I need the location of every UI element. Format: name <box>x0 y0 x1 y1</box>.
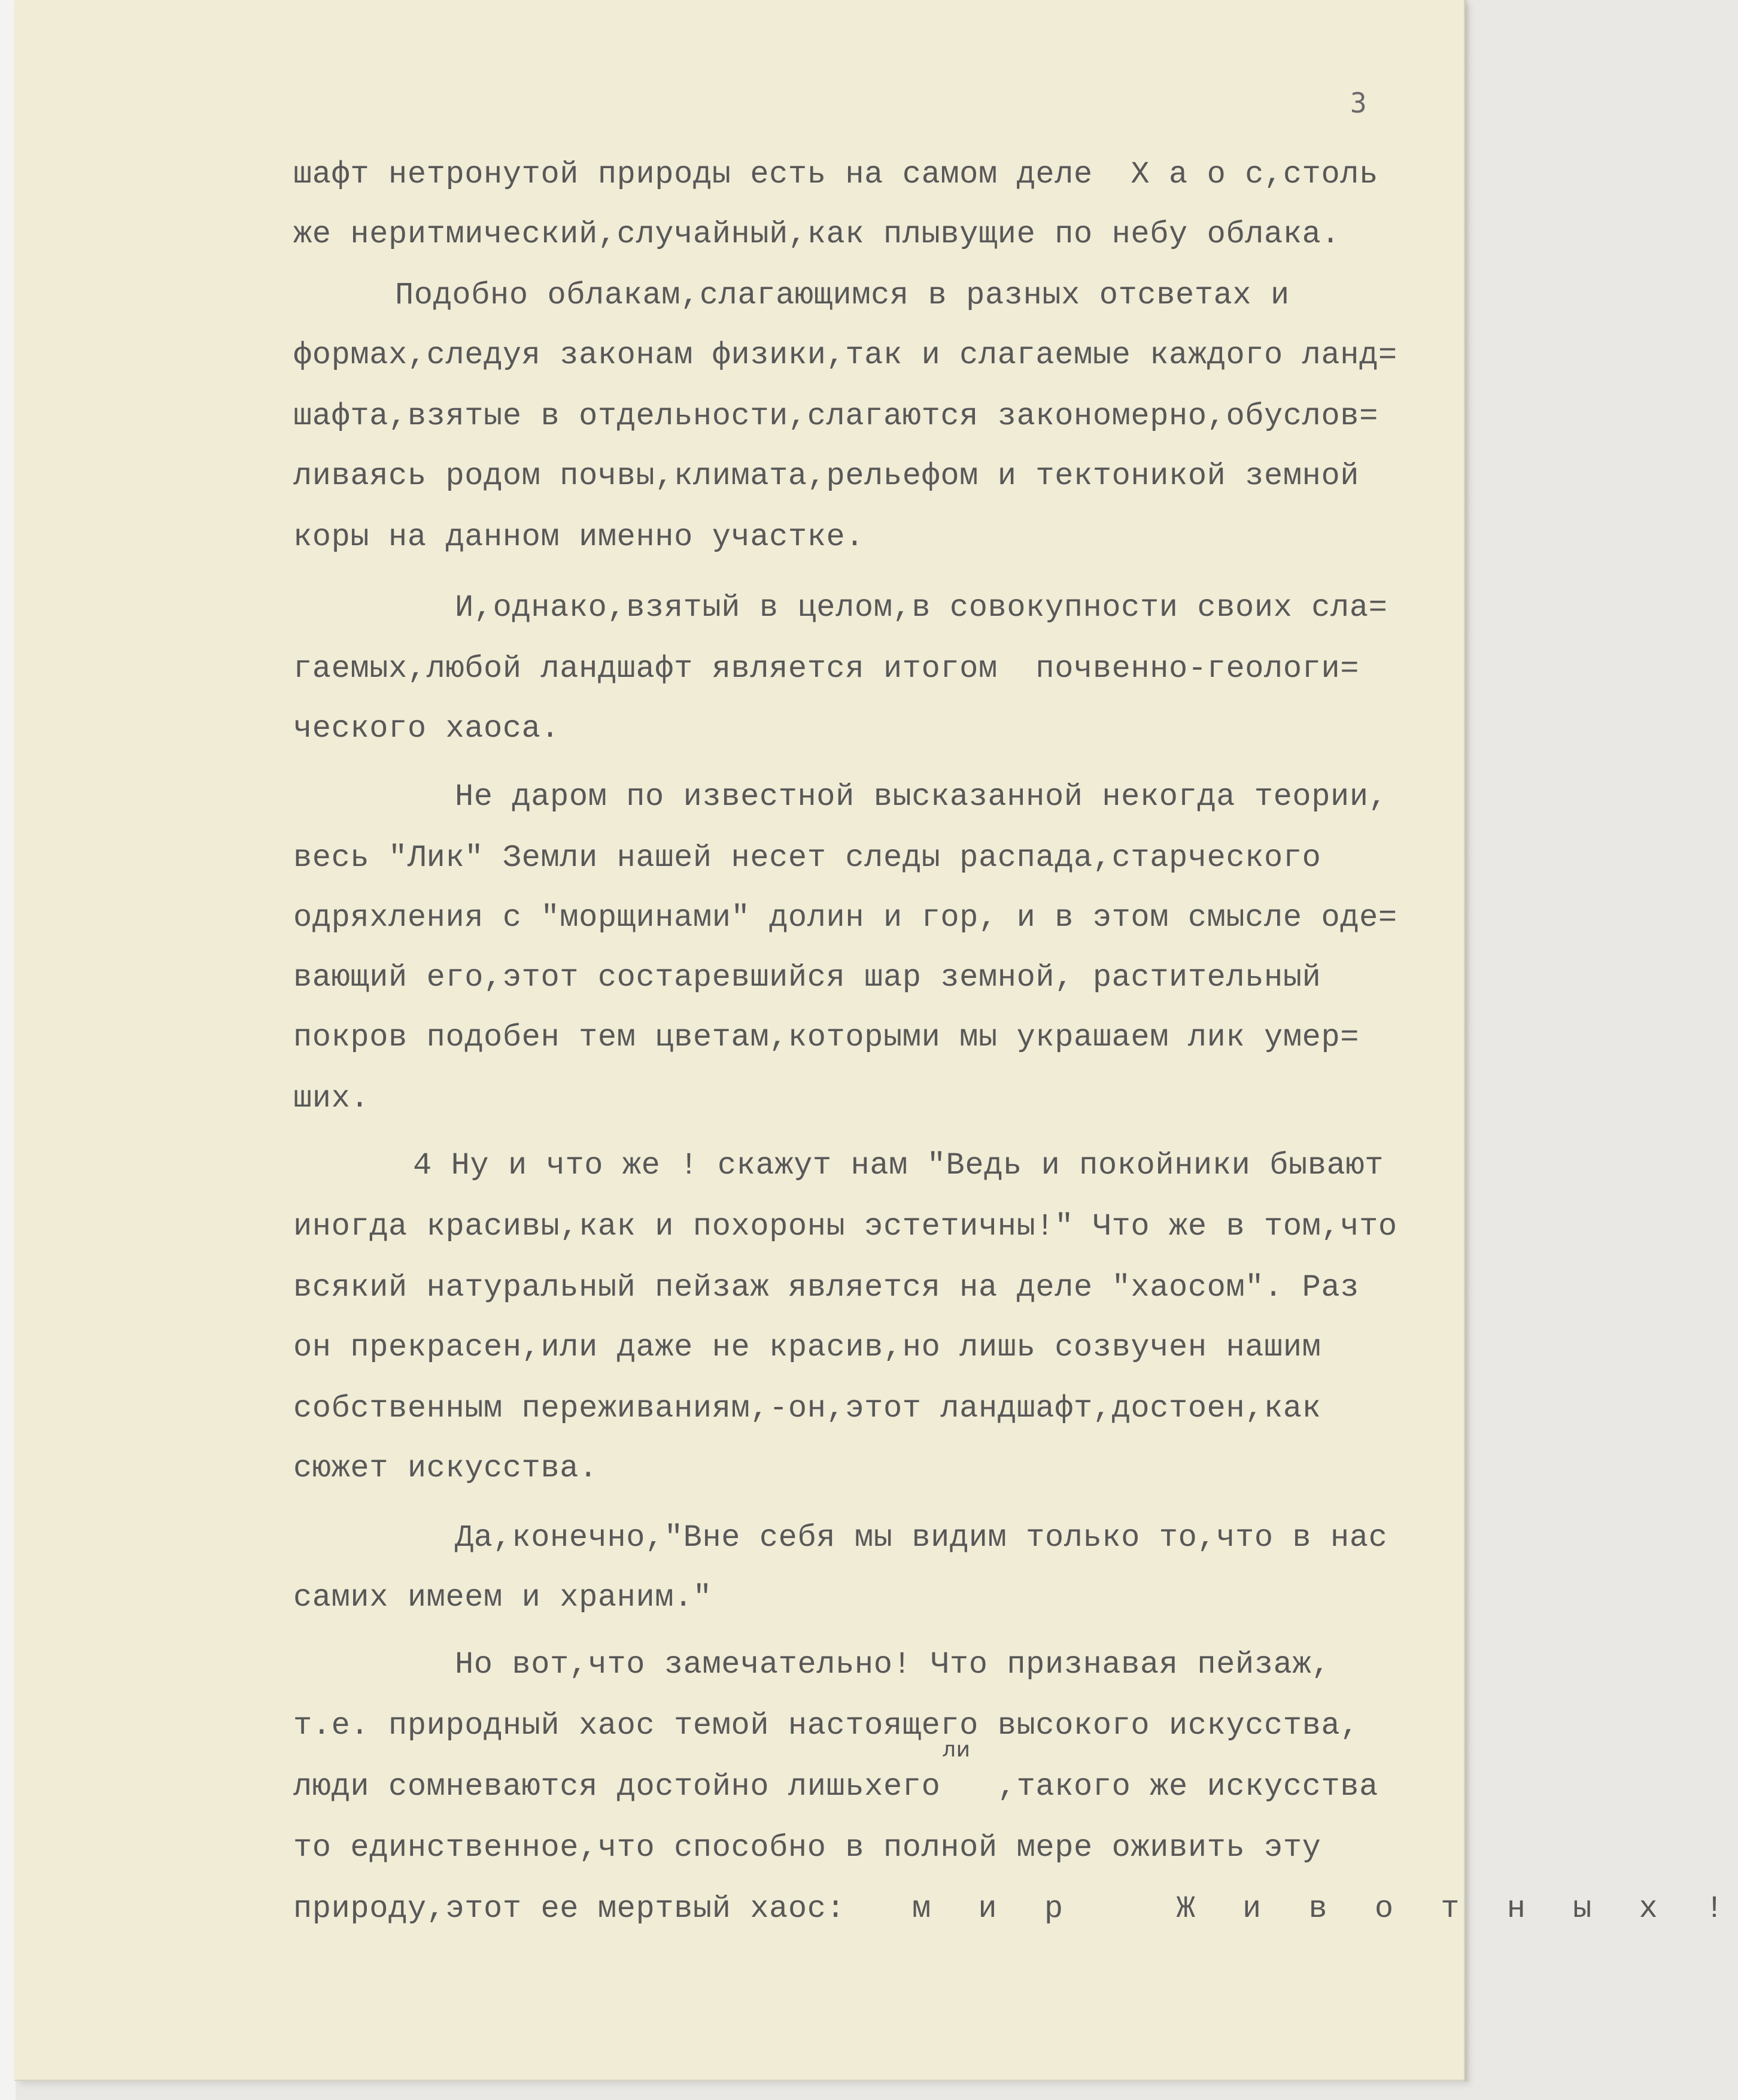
text-line: Да,конечно,"Вне себя мы видим только то,что в нас <box>455 1520 1388 1555</box>
page-number: 3 <box>1350 87 1367 119</box>
text-line: шафта,взятые в отдельности,слагаются закономерно,обуслов= <box>293 399 1378 434</box>
text-line: Подобно облакам,слагающимся в разных отсветах и <box>395 278 1290 313</box>
text-line: люди сомневаются достойно лишьхего ,такого же искусства <box>293 1769 1378 1804</box>
scan-background <box>0 0 16 2100</box>
text-line: иногда красивы,как и похороны эстетичны!" Что же в том,что <box>293 1209 1397 1244</box>
text-line: природу,этот ее мертвый хаос: <box>293 1891 865 1926</box>
text-line: он прекрасен,или даже не красив,но лишь созвучен нашим <box>293 1330 1321 1365</box>
text-line: же неритмический,случайный,как плывущие по небу облака. <box>293 217 1341 252</box>
text-line: ческого хаоса. <box>293 711 560 746</box>
text-line: покров подобен тем цветам,которыми мы украшаем лик умер= <box>293 1020 1360 1055</box>
text-line: вающий его,этот состаревшийся шар земной, растительный <box>293 960 1321 995</box>
text-line: 4 Ну и что же ! скажут нам "Ведь и покойники бывают <box>413 1148 1384 1183</box>
text-line: формах,следуя законам физики,так и слагаемые каждого ланд= <box>293 338 1397 373</box>
typewritten-page <box>14 0 1738 2081</box>
text-line: то единственное,что способно в полной мере оживить эту <box>293 1830 1321 1865</box>
text-line: сюжет искусства. <box>293 1451 598 1486</box>
text-line: Не даром по известной высказанной некогда теории, <box>455 779 1388 815</box>
text-line: т.е. природный хаос темой настоящего высокого искусства, <box>293 1708 1360 1743</box>
text-line: всякий натуральный пейзаж является на деле "хаосом". Раз <box>293 1270 1360 1305</box>
text-line: И,однако,взятый в целом,в совокупности своих сла= <box>455 590 1388 625</box>
text-line: собственным переживаниям,-он,этот ландшафт,достоен,как <box>293 1391 1321 1426</box>
text-line: гаемых,любой ландшафт является итогом почвенно-геологи= <box>293 651 1360 686</box>
text-line: самих имеем и храним." <box>293 1580 712 1615</box>
text-line: одряхления с "морщинами" долин и гор, и в этом смысле оде= <box>293 900 1397 935</box>
text-line: ливаясь родом почвы,климата,рельефом и тектоникой земной <box>293 458 1360 494</box>
text-line: Но вот,что замечательно! Что признавая пейзаж, <box>455 1647 1331 1682</box>
text-line: ших. <box>293 1081 370 1116</box>
handwritten-insertion: ли <box>942 1737 971 1762</box>
text-line: коры на данном именно участке. <box>293 519 865 555</box>
text-line: весь "Лик" Земли нашей несет следы распада,старческого <box>293 840 1321 876</box>
text-line: шафт нетронутой природы есть на самом деле Х а о с,столь <box>293 157 1378 192</box>
emphasized-phrase: м и р Ж и в о т н ы х ! <box>912 1891 1738 1926</box>
